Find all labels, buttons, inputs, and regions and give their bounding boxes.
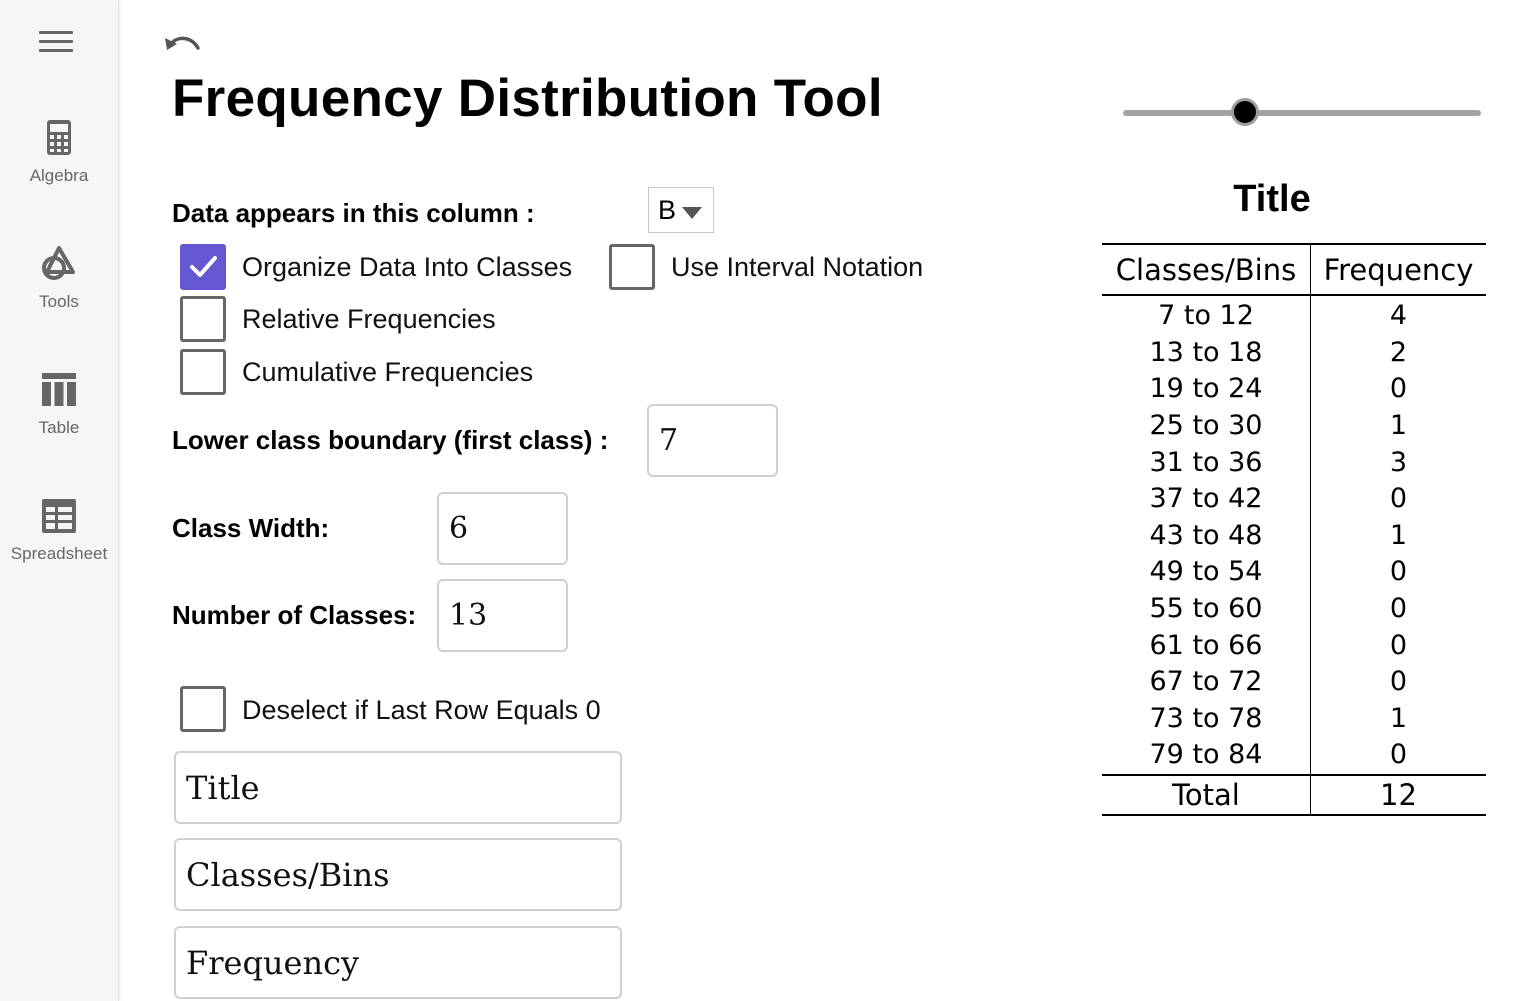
frequency-heading-input-value: Frequency: [186, 943, 360, 982]
tools-shapes-icon: [39, 244, 79, 284]
cumulative-frequencies-checkbox[interactable]: [180, 349, 226, 395]
sidebar-item-spreadsheet[interactable]: [0, 496, 118, 564]
deselect-last-row-checkbox[interactable]: [180, 686, 226, 732]
num-classes-value: 13: [449, 598, 488, 633]
class-cell: 37 to 42: [1102, 481, 1311, 518]
organize-classes-checkbox[interactable]: [180, 244, 226, 290]
class-width-value: 6: [449, 511, 469, 546]
sidebar-item-label: Algebra: [29, 166, 89, 185]
slider-track[interactable]: [1123, 110, 1481, 116]
frequency-cell: 0: [1389, 739, 1408, 771]
table-title-input-value: Title: [186, 768, 260, 807]
interval-notation-checkbox[interactable]: [609, 244, 655, 290]
table-row: [1102, 518, 1486, 555]
table-row: [1102, 408, 1486, 445]
num-classes-label: Number of Classes:: [172, 600, 417, 630]
spreadsheet-icon: [39, 496, 79, 536]
class-width-label: Class Width:: [172, 513, 330, 543]
table-row: [1102, 444, 1486, 481]
class-cell: 73 to 78: [1102, 701, 1311, 738]
frequency-cell: 0: [1389, 593, 1408, 625]
class-cell: 79 to 84: [1102, 737, 1311, 775]
check-icon: [187, 251, 219, 283]
frequency-cell: 1: [1389, 410, 1408, 442]
class-cell: 7 to 12: [1102, 295, 1311, 335]
table-row: [1102, 371, 1486, 408]
sidebar-item-algebra[interactable]: [0, 118, 118, 186]
frequency-cell: 0: [1389, 556, 1408, 588]
table-row: [1102, 591, 1486, 628]
slider[interactable]: [1120, 96, 1484, 130]
frequency-cell: 0: [1389, 483, 1408, 515]
chevron-down-icon: [682, 207, 702, 219]
frequency-cell: 3: [1389, 446, 1408, 478]
column-dropdown-value: B: [658, 195, 677, 225]
table-row: [1102, 481, 1486, 518]
frequency-cell: 1: [1389, 702, 1408, 734]
frequency-cell: 0: [1389, 666, 1408, 698]
column-label: Data appears in this column :: [172, 198, 535, 228]
cumulative-frequencies-label: Cumulative Frequencies: [242, 357, 534, 387]
table-title-input[interactable]: [174, 751, 622, 824]
class-cell: 55 to 60: [1102, 591, 1311, 628]
class-cell: 67 to 72: [1102, 664, 1311, 701]
class-cell: 25 to 30: [1102, 408, 1311, 445]
relative-frequencies-checkbox[interactable]: [180, 296, 226, 342]
class-cell: 13 to 18: [1102, 335, 1311, 372]
lower-boundary-label: Lower class boundary (first class) :: [172, 425, 609, 455]
num-classes-input[interactable]: [437, 579, 568, 652]
table-icon: [39, 370, 79, 410]
sidebar-item-label: Tools: [39, 292, 79, 311]
class-cell: 43 to 48: [1102, 518, 1311, 555]
column-header-frequency: Frequency: [1323, 252, 1474, 287]
undo-icon[interactable]: [161, 30, 203, 60]
classes-heading-input-value: Classes/Bins: [186, 855, 390, 894]
total-value: 12: [1380, 777, 1417, 812]
deselect-last-row-label: Deselect if Last Row Equals 0: [242, 695, 601, 725]
table-title: Title: [1233, 178, 1311, 220]
interval-notation-label: Use Interval Notation: [671, 252, 924, 282]
calculator-icon: [39, 118, 79, 158]
relative-frequencies-label: Relative Frequencies: [242, 304, 496, 334]
sidebar-item-label: Table: [38, 418, 80, 437]
slider-handle[interactable]: [1231, 98, 1259, 126]
frequency-cell: 1: [1389, 519, 1408, 551]
table-row: [1102, 554, 1486, 591]
organize-classes-label: Organize Data Into Classes: [242, 252, 573, 282]
class-width-input[interactable]: [437, 492, 568, 565]
sidebar: [0, 0, 119, 1001]
table-row: [1102, 737, 1486, 775]
table-header-row: [1102, 244, 1486, 295]
frequency-cell: 0: [1389, 629, 1408, 661]
total-label: Total: [1102, 775, 1311, 815]
lower-boundary-value: 7: [659, 423, 679, 458]
frequency-table: [1102, 243, 1486, 816]
sidebar-item-label: Spreadsheet: [10, 544, 108, 563]
frequency-cell: 2: [1389, 336, 1408, 368]
table-row: [1102, 664, 1486, 701]
frequency-cell: 0: [1389, 373, 1408, 405]
classes-heading-input[interactable]: [174, 838, 622, 911]
total-row: [1102, 775, 1486, 815]
table-row: [1102, 335, 1486, 372]
frequency-cell: 4: [1389, 300, 1408, 332]
lower-boundary-input[interactable]: [647, 404, 778, 477]
class-cell: 61 to 66: [1102, 627, 1311, 664]
class-cell: 19 to 24: [1102, 371, 1311, 408]
page-title: Frequency Distribution Tool: [172, 69, 883, 128]
class-cell: 49 to 54: [1102, 554, 1311, 591]
sidebar-item-tools[interactable]: [0, 244, 118, 312]
table-row: [1102, 627, 1486, 664]
column-header-classes: Classes/Bins: [1102, 244, 1311, 295]
class-cell: 31 to 36: [1102, 444, 1311, 481]
sidebar-item-table[interactable]: [0, 370, 118, 438]
frequency-heading-input[interactable]: [174, 926, 622, 999]
column-dropdown[interactable]: [648, 187, 714, 233]
table-row: [1102, 701, 1486, 738]
menu-icon[interactable]: [39, 31, 73, 57]
table-row: [1102, 295, 1486, 335]
